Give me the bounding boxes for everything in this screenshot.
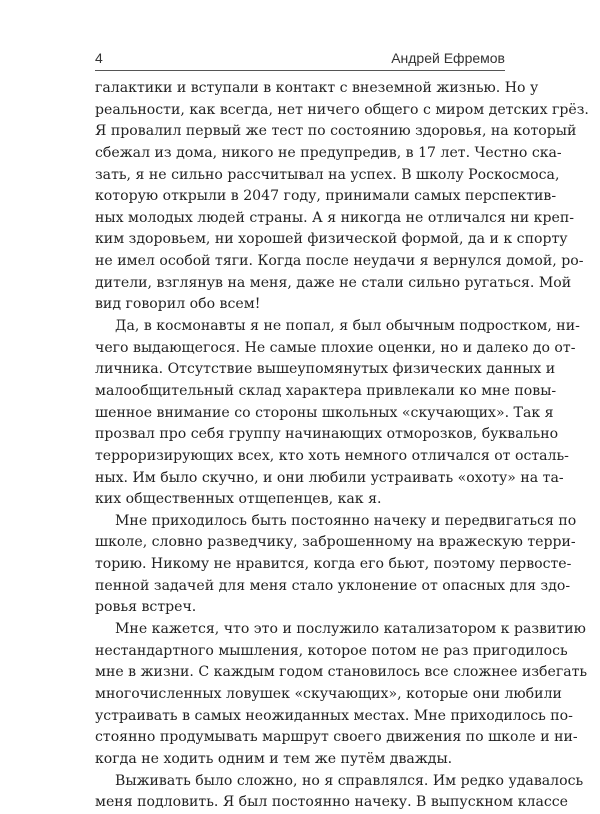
text-line: Мне приходилось быть постоянно начеку и передвигаться по [115, 512, 577, 529]
text-line: дители, взглянув на меня, даже не стали сильно ругаться. Мой [95, 274, 572, 291]
paragraph [95, 619, 588, 770]
text-line: вид говорил обо всем! [95, 296, 261, 313]
text-line: Я провалил первый же тест по состоянию здоровья, на который [95, 123, 577, 140]
text-line: ких общественных отщепенцев, как я. [95, 491, 382, 508]
text-line: Да, в космонавты я не попал, я был обычным подростком, ни- [115, 318, 580, 335]
paragraph [95, 316, 580, 511]
text-line: прозвал про себя группу начинающих отморозков, буквально [95, 426, 559, 443]
paragraph [95, 511, 577, 619]
text-line: шенное внимание со стороны школьных «скучающих». Так я [95, 404, 554, 421]
text-line: не имел особой тяги. Когда после неудачи я вернулся домой, ро- [95, 253, 584, 270]
body-text [95, 78, 589, 814]
header-rule [95, 70, 505, 71]
text-line: устраивать в самых неожиданных местах. Мне приходилось по- [95, 707, 573, 724]
text-line: пенной задачей для меня стало уклонение от опасных для здо- [95, 577, 571, 594]
text-line: ных. Им было скучно, и они любили устраивать «охоту» на та- [95, 469, 564, 486]
text-line: сбежал из дома, никого не предупредив, в 17 лет. Честно ска- [95, 144, 562, 161]
text-line: ных молодых людей страны. А я никогда не отличался ни креп- [95, 209, 574, 226]
text-line: малообщительный склад характера привлекали ко мне повы- [95, 382, 557, 399]
text-line: реальности, как всегда, нет ничего общего с миром детских грёз. [95, 101, 589, 118]
text-line: стоянно продумывать маршрут своего движения по школе и ни- [95, 729, 578, 746]
text-line: Мне кажется, что это и послужило катализатором к развитию [115, 621, 586, 638]
running-head-author: Андрей Ефремов [391, 50, 505, 66]
paragraph [95, 771, 584, 814]
text-line: зать, я не сильно рассчитывал на успех. В школу Роскосмоса, [95, 166, 560, 183]
text-line: терроризирующих всех, кто хоть немного отличался от осталь- [95, 447, 569, 464]
text-line: личника. Отсутствие вышеупомянутых физических данных и [95, 361, 556, 378]
text-line: торию. Никому не нравится, когда его бьют, поэтому первосте- [95, 556, 572, 573]
running-header [95, 40, 505, 66]
text-line: многочисленных ловушек «скучающих», которые они любили [95, 685, 562, 702]
text-line: нестандартного мышления, которое потом не раз пригодилось [95, 642, 568, 659]
paragraph [95, 78, 589, 316]
page-number: 4 [95, 50, 103, 66]
text-line: галактики и вступали в контакт с внеземной жизнью. Но у [95, 80, 539, 96]
text-line: когда не ходить одним и тем же путём дважды. [95, 750, 453, 767]
text-line: чего выдающегося. Не самые плохие оценки, но и далеко до от- [95, 339, 576, 356]
text-line: мне в жизни. С каждым годом становилось все сложнее избегать [95, 664, 588, 681]
text-line: которую открыли в 2047 году, принимали самых перспектив- [95, 188, 557, 205]
text-line: Выживать было сложно, но я справлялся. Им редко удавалось [115, 772, 584, 789]
text-line: ким здоровьем, ни хорошей физической формой, да и к спорту [95, 231, 568, 248]
text-line: школе, словно разведчику, заброшенному на вражескую терри- [95, 534, 576, 551]
text-line: ровья встреч. [95, 599, 197, 616]
text-line: меня подловить. Я был постоянно начеку. В выпускном классе [95, 794, 569, 811]
